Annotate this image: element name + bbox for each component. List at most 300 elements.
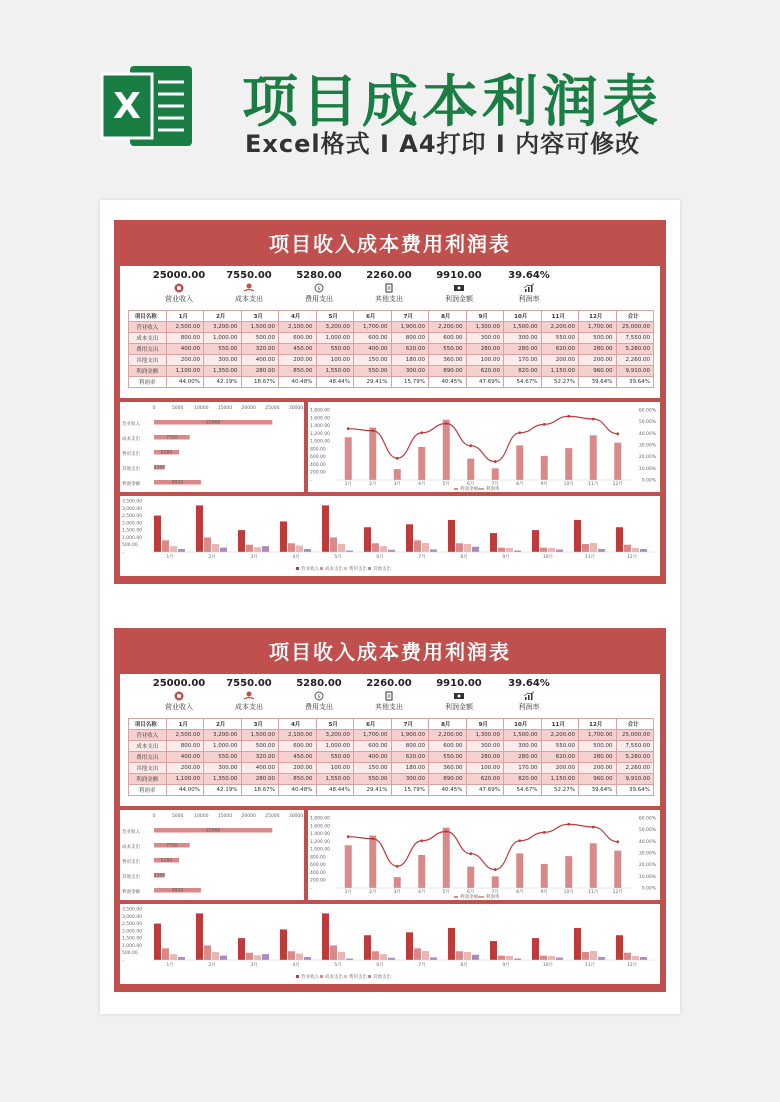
point xyxy=(371,837,374,840)
tick-label: 1月 xyxy=(344,482,352,487)
bar xyxy=(372,543,379,552)
point xyxy=(420,431,423,434)
bar xyxy=(330,537,337,552)
legend-label: 利润率 xyxy=(486,487,500,492)
table-cell: 890.00 xyxy=(429,366,467,377)
tick-label: 6月 xyxy=(467,482,475,487)
bar xyxy=(196,505,203,552)
table-cell: 3,200.00 xyxy=(204,730,242,741)
table-cell: 2,500.00 xyxy=(166,730,204,741)
point xyxy=(396,457,399,460)
legend-label: 利润金额 xyxy=(460,895,478,900)
point xyxy=(567,823,570,826)
tick-label: 5000 xyxy=(171,406,184,411)
table-cell: 1,000.00 xyxy=(204,333,242,344)
table-header-cell: 项目名称 xyxy=(129,311,167,322)
table-row xyxy=(129,752,654,763)
table-header-cell: 2月 xyxy=(204,719,242,730)
tick-label: 2,000.00 xyxy=(122,929,143,935)
series-line xyxy=(348,824,618,869)
bar xyxy=(516,445,523,480)
bar xyxy=(616,527,623,552)
tick-label: 3,000.00 xyxy=(122,914,143,920)
tick-label: 5000 xyxy=(171,814,184,819)
tick-label: 1,400.00 xyxy=(310,424,331,430)
table-cell: 其他支出 xyxy=(129,355,167,366)
bar xyxy=(162,948,169,960)
table-cell: 600.00 xyxy=(279,333,317,344)
table-cell: 营业收入 xyxy=(129,730,167,741)
bar xyxy=(380,546,387,552)
table-cell: 800.00 xyxy=(166,741,204,752)
kpi-value: 5280.00 xyxy=(296,678,342,689)
tick-label: 7月 xyxy=(491,890,499,895)
kpi-label: 利润金额 xyxy=(445,295,473,303)
table-cell: 550.00 xyxy=(541,741,579,752)
bar xyxy=(338,952,345,960)
table-cell: 620.00 xyxy=(541,344,579,355)
bar xyxy=(448,928,455,960)
bar xyxy=(532,530,539,552)
tick-label: 10000 xyxy=(194,814,209,819)
point xyxy=(469,852,472,855)
table-cell: 25,000.00 xyxy=(616,322,654,333)
legend-label: 利润金额 xyxy=(460,487,478,492)
tick-label: 50.00% xyxy=(638,420,656,426)
table-cell: 150.00 xyxy=(354,763,392,774)
bar xyxy=(590,435,597,480)
tick-label: 400.00 xyxy=(310,870,326,876)
tick-label: 1月 xyxy=(344,890,352,895)
tick-label: 8月 xyxy=(460,963,468,968)
bar xyxy=(498,548,505,552)
tick-label: 4月 xyxy=(418,482,426,487)
table-cell: 1,350.00 xyxy=(204,774,242,785)
table-cell: 500.00 xyxy=(241,333,279,344)
table-cell: 550.00 xyxy=(316,344,354,355)
bar xyxy=(541,864,548,888)
table-cell: 550.00 xyxy=(429,344,467,355)
table-cell: 320.00 xyxy=(241,752,279,763)
table-cell: 300.00 xyxy=(504,333,542,344)
legend-label: 其他支出 xyxy=(373,975,391,980)
table-cell: 3,200.00 xyxy=(316,322,354,333)
excel-logo-icon xyxy=(100,60,196,152)
bar xyxy=(614,443,621,480)
table-cell: 170.00 xyxy=(504,355,542,366)
table-cell: 400.00 xyxy=(241,355,279,366)
table-cell: 100.00 xyxy=(316,355,354,366)
table-header-cell: 1月 xyxy=(166,719,204,730)
legend-swatch xyxy=(320,567,323,570)
point xyxy=(494,868,497,871)
table-cell: 营业收入 xyxy=(129,322,167,333)
table-cell: 1,100.00 xyxy=(166,366,204,377)
tick-label: 9月 xyxy=(502,963,510,968)
table-header-cell: 合计 xyxy=(616,311,654,322)
table-cell: 820.00 xyxy=(504,774,542,785)
bar xyxy=(582,544,589,552)
bar xyxy=(296,545,303,552)
tick-label: 20.00% xyxy=(638,863,656,869)
tick-label: 3月 xyxy=(250,963,258,968)
table-cell: 300.00 xyxy=(466,333,504,344)
table-cell: 200.00 xyxy=(541,355,579,366)
table-header-cell: 9月 xyxy=(466,311,504,322)
tick-label: 9月 xyxy=(502,555,510,560)
table-header-cell: 9月 xyxy=(466,719,504,730)
category-label: 成本支出 xyxy=(122,437,140,442)
table-cell: 40.45% xyxy=(429,377,467,388)
tick-label: 11月 xyxy=(588,482,599,487)
kpi-label: 成本支出 xyxy=(235,703,263,711)
table-cell: 9,910.00 xyxy=(616,774,654,785)
tick-label: 11月 xyxy=(584,963,596,968)
tick-label: 11月 xyxy=(588,890,599,895)
table-row xyxy=(129,785,654,796)
kpi-label: 利润率 xyxy=(518,703,540,711)
kpi-panel xyxy=(120,674,660,806)
tick-label: 5月 xyxy=(334,963,342,968)
category-label: 利润金额 xyxy=(122,482,140,487)
kpi-label: 其他支出 xyxy=(375,703,403,711)
table-cell: 2,200.00 xyxy=(541,730,579,741)
tick-label: 60.00% xyxy=(638,408,656,414)
table-cell: 其他支出 xyxy=(129,763,167,774)
table-row xyxy=(129,763,654,774)
table-cell: 1,150.00 xyxy=(541,774,579,785)
point xyxy=(616,432,619,435)
bar xyxy=(212,544,219,552)
table-cell: 2,200.00 xyxy=(541,322,579,333)
table-cell: 280.00 xyxy=(466,752,504,763)
tick-label: 2,500.00 xyxy=(122,514,143,520)
kpi-card xyxy=(424,678,494,712)
bar xyxy=(394,469,401,480)
bar xyxy=(624,953,631,960)
table-cell: 利润金额 xyxy=(129,366,167,377)
table-cell: 400.00 xyxy=(354,344,392,355)
table-cell: 1,100.00 xyxy=(166,774,204,785)
bar xyxy=(456,543,463,552)
bar xyxy=(640,549,647,552)
point xyxy=(469,444,472,447)
tick-label: 12月 xyxy=(626,963,638,968)
bar xyxy=(280,521,287,552)
table-cell: 费用支出 xyxy=(129,344,167,355)
table-header-cell: 7月 xyxy=(391,311,429,322)
table-cell: 1,700.00 xyxy=(579,322,617,333)
table-cell: 280.00 xyxy=(241,366,279,377)
table-cell: 320.00 xyxy=(241,344,279,355)
table-cell: 5,280.00 xyxy=(616,752,654,763)
table-cell: 9,910.00 xyxy=(616,366,654,377)
bar xyxy=(640,957,647,960)
tick-label: 7月 xyxy=(418,963,426,968)
table-header-cell: 1月 xyxy=(166,311,204,322)
tick-label: 5月 xyxy=(442,890,450,895)
bar xyxy=(212,952,219,960)
tick-label: 20000 xyxy=(241,406,256,411)
table-cell: 450.00 xyxy=(279,752,317,763)
tick-label: 8月 xyxy=(460,555,468,560)
table-cell: 400.00 xyxy=(166,752,204,763)
tick-label: 12月 xyxy=(612,890,623,895)
table-cell: 3,200.00 xyxy=(316,730,354,741)
tick-label: 1,000.00 xyxy=(310,847,331,853)
table-cell: 360.00 xyxy=(429,355,467,366)
table-cell: 100.00 xyxy=(316,763,354,774)
bar xyxy=(464,544,471,552)
bar xyxy=(472,547,479,552)
table-header-cell: 8月 xyxy=(429,311,467,322)
table-header-cell: 项目名称 xyxy=(129,719,167,730)
tick-label: 25000 xyxy=(265,814,280,819)
bar xyxy=(590,843,597,888)
tick-label: 0.00% xyxy=(641,886,656,892)
legend-label: 费用支出 xyxy=(349,567,367,572)
bar xyxy=(574,928,581,960)
table-cell: 200.00 xyxy=(541,763,579,774)
bar xyxy=(632,548,639,552)
bar xyxy=(322,913,329,960)
table-cell: 29.41% xyxy=(354,377,392,388)
table-cell: 800.00 xyxy=(166,333,204,344)
kpi-card xyxy=(214,678,284,712)
table-cell: 48.44% xyxy=(316,377,354,388)
tick-label: 10000 xyxy=(194,406,209,411)
table-cell: 400.00 xyxy=(241,763,279,774)
table-cell: 550.00 xyxy=(354,366,392,377)
tick-label: 1,000.00 xyxy=(122,943,143,949)
bar xyxy=(369,428,376,481)
kpi-card xyxy=(284,270,354,304)
tick-label: 0 xyxy=(152,814,156,819)
table-cell: 180.00 xyxy=(391,355,429,366)
tick-label: 30.00% xyxy=(638,851,656,857)
legend-label: 营业收入 xyxy=(301,975,319,980)
bar xyxy=(418,855,425,888)
tick-label: 30.00% xyxy=(638,443,656,449)
legend-label: 其他支出 xyxy=(373,567,391,572)
table-cell: 280.00 xyxy=(466,344,504,355)
tick-label: 6月 xyxy=(376,963,384,968)
bar xyxy=(338,544,345,552)
spreadsheet-preview-bottom xyxy=(114,628,666,992)
bar xyxy=(464,952,471,960)
table-cell: 2,200.00 xyxy=(429,322,467,333)
bar xyxy=(456,951,463,960)
table-header-cell: 8月 xyxy=(429,719,467,730)
tick-label: 7月 xyxy=(418,555,426,560)
table-header-cell: 5月 xyxy=(316,311,354,322)
tick-label: 3月 xyxy=(250,555,258,560)
category-label: 费用支出 xyxy=(122,860,140,865)
table-cell: 40.45% xyxy=(429,785,467,796)
page-header xyxy=(0,0,780,190)
kpi-label: 费用支出 xyxy=(305,295,333,303)
bar xyxy=(414,540,421,552)
table-row xyxy=(129,741,654,752)
category-label: 其他支出 xyxy=(122,875,140,880)
kpi-panel xyxy=(120,266,660,398)
table-header-cell: 10月 xyxy=(504,719,542,730)
kpi-value: 39.64% xyxy=(508,270,550,281)
bar xyxy=(565,448,572,480)
table-cell: 200.00 xyxy=(579,355,617,366)
hand-coin-icon xyxy=(243,283,255,293)
legend-swatch xyxy=(368,975,371,978)
tick-label: 800.00 xyxy=(310,447,326,453)
point xyxy=(347,427,350,430)
bar xyxy=(204,945,211,960)
table-header-cell: 4月 xyxy=(279,311,317,322)
bar xyxy=(430,549,437,552)
data-label: 7550 xyxy=(166,435,178,441)
tick-label: 60.00% xyxy=(638,816,656,822)
table-cell: 100.00 xyxy=(466,763,504,774)
table-row xyxy=(129,355,654,366)
bar xyxy=(590,951,597,960)
bar xyxy=(304,549,311,552)
tick-label: 0.00% xyxy=(641,478,656,484)
tick-label: 3,500.00 xyxy=(122,499,143,505)
monthly-bar-chart xyxy=(120,496,660,576)
bar xyxy=(443,420,450,480)
tick-label: 10月 xyxy=(563,890,574,895)
tick-label: 2月 xyxy=(369,890,377,895)
table-cell: 550.00 xyxy=(354,774,392,785)
table-cell: 52.27% xyxy=(541,377,579,388)
bar xyxy=(162,540,169,552)
table-cell: 280.00 xyxy=(579,344,617,355)
table-cell: 600.00 xyxy=(429,333,467,344)
bar xyxy=(345,437,352,480)
tick-label: 2,000.00 xyxy=(122,521,143,527)
table-header-cell: 7月 xyxy=(391,719,429,730)
tick-label: 200.00 xyxy=(310,878,326,884)
table-header-cell: 合计 xyxy=(616,719,654,730)
kpi-label: 营业收入 xyxy=(165,295,193,303)
legend-swatch xyxy=(344,567,347,570)
tick-label: 2月 xyxy=(208,963,216,968)
data-label: 7550 xyxy=(166,843,178,849)
tick-label: 9月 xyxy=(540,482,548,487)
bar xyxy=(288,543,295,552)
table-cell: 200.00 xyxy=(166,355,204,366)
table-cell: 利润金额 xyxy=(129,774,167,785)
table-cell: 1,700.00 xyxy=(579,730,617,741)
table-cell: 7,550.00 xyxy=(616,741,654,752)
bar xyxy=(364,935,371,960)
table-row xyxy=(129,344,654,355)
table-header-cell: 10月 xyxy=(504,311,542,322)
tick-label: 6月 xyxy=(376,555,384,560)
tick-label: 15000 xyxy=(217,814,233,819)
category-label: 费用支出 xyxy=(122,452,140,457)
table-cell: 500.00 xyxy=(241,741,279,752)
bar xyxy=(280,929,287,960)
table-cell: 5,280.00 xyxy=(616,344,654,355)
point xyxy=(347,835,350,838)
kpi-card xyxy=(354,678,424,712)
tick-label: - xyxy=(122,550,124,556)
table-cell: 300.00 xyxy=(204,355,242,366)
kpi-value: 25000.00 xyxy=(152,270,206,281)
table-cell: 2,100.00 xyxy=(279,730,317,741)
table-cell: 620.00 xyxy=(466,774,504,785)
table-cell: 2,200.00 xyxy=(429,730,467,741)
bar xyxy=(322,505,329,552)
tick-label: 1,500.00 xyxy=(122,936,143,942)
table-cell: 1,150.00 xyxy=(541,366,579,377)
bar xyxy=(388,958,395,960)
bar xyxy=(448,520,455,552)
table-row xyxy=(129,366,654,377)
data-label: 9910 xyxy=(171,480,184,486)
tick-label: 1,800.00 xyxy=(310,408,331,414)
tick-label: 1,400.00 xyxy=(310,832,331,838)
tick-label: 12月 xyxy=(612,482,623,487)
bar xyxy=(388,550,395,552)
table-cell: 39.64% xyxy=(616,785,654,796)
point xyxy=(543,423,546,426)
svg-text:X: X xyxy=(113,86,141,127)
legend-swatch xyxy=(344,975,347,978)
table-cell: 1,300.00 xyxy=(466,322,504,333)
kpi-card xyxy=(354,270,424,304)
tick-label: 7月 xyxy=(491,482,499,487)
tick-label: 1月 xyxy=(166,963,174,968)
kpi-card xyxy=(424,270,494,304)
table-cell: 600.00 xyxy=(354,333,392,344)
tick-label: 5月 xyxy=(334,555,342,560)
kpi-value: 2260.00 xyxy=(366,678,412,689)
bar xyxy=(598,549,605,552)
table-cell: 1,500.00 xyxy=(504,730,542,741)
point xyxy=(518,839,521,842)
legend-label: 利润率 xyxy=(486,895,500,900)
tick-label: 2,500.00 xyxy=(122,922,143,928)
table-cell: 150.00 xyxy=(354,355,392,366)
bar xyxy=(540,548,547,552)
table-cell: 1,000.00 xyxy=(204,741,242,752)
bar xyxy=(204,537,211,552)
table-cell: 54.67% xyxy=(504,377,542,388)
table-cell: 600.00 xyxy=(354,741,392,752)
point xyxy=(494,460,497,463)
category-label: 利润金额 xyxy=(122,890,140,895)
tick-label: 40.00% xyxy=(638,431,656,437)
bar xyxy=(565,856,572,888)
tick-label: 8月 xyxy=(516,890,524,895)
legend-label: 成本支出 xyxy=(325,567,343,572)
data-label: 2260 xyxy=(153,873,166,879)
cycle-coin-icon xyxy=(313,691,325,701)
bar xyxy=(492,468,499,480)
bar xyxy=(238,530,245,552)
point xyxy=(592,418,595,421)
kpi-label: 费用支出 xyxy=(305,703,333,711)
kpi-label: 利润金额 xyxy=(445,703,473,711)
table-cell: 850.00 xyxy=(279,366,317,377)
document-preview xyxy=(100,200,680,1014)
bar xyxy=(506,548,513,552)
table-header-cell: 2月 xyxy=(204,311,242,322)
tick-label: - xyxy=(122,958,124,964)
table-cell: 1,550.00 xyxy=(316,774,354,785)
table-cell: 620.00 xyxy=(391,344,429,355)
